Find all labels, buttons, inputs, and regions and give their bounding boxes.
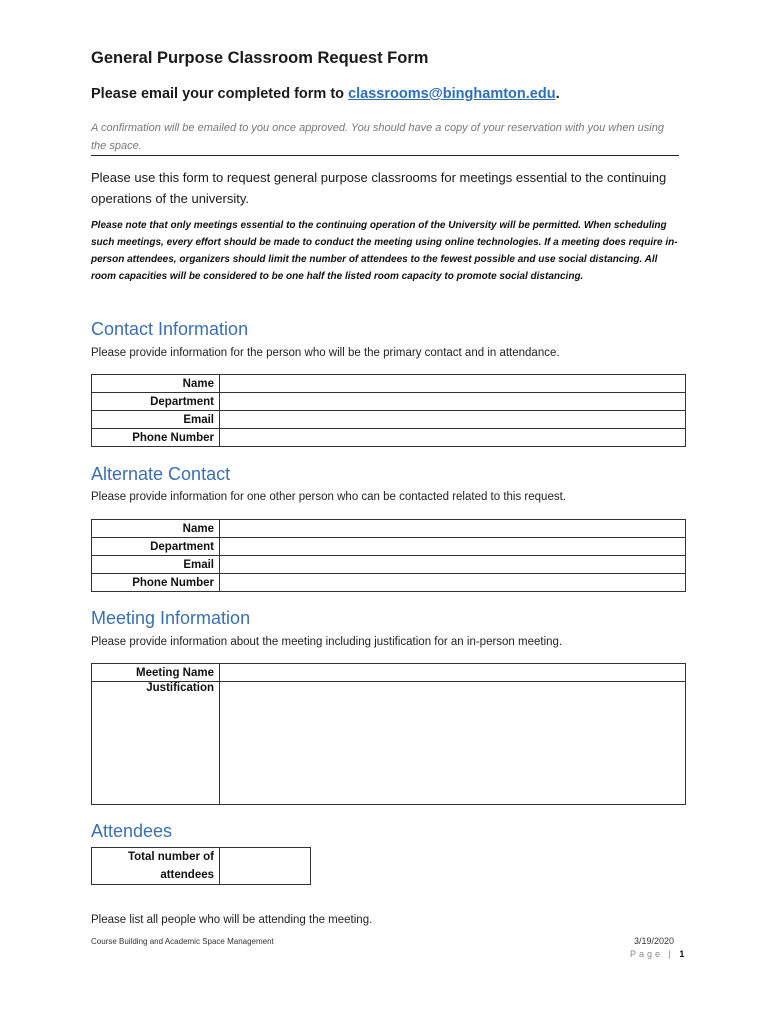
email-instruction: [91, 86, 560, 102]
contact-phone-field[interactable]: [220, 429, 686, 447]
attendees-table: [91, 847, 311, 885]
meeting-heading: Meeting Information: [91, 608, 251, 628]
footer-page: [630, 949, 684, 959]
email-link[interactable]: classrooms@binghamton.edu: [348, 86, 556, 102]
intro-text: Please use this form to request general purpose classrooms for meetings essential to the continuing operations of the university.: [91, 170, 667, 206]
attendees-heading: Attendees: [91, 821, 173, 841]
footer-date: 3/19/2020: [634, 936, 675, 946]
essential-meetings-note: Please note that only meetings essential to the continuing operation of the University will be permitted. When scheduling such meetings, every effort should be made to conduct the meeting using online technologies. If a meeting does require in-person attendees, organizers should limit the number of attendees to the fewest possible and use social distancing. All room capacities will be considered to be one half the listed room capacity to promote social distancing.: [91, 220, 678, 283]
alternate-name-label: Name: [92, 520, 220, 538]
attendee-list-prompt: Please list all people who will be attending the meeting.: [91, 914, 373, 926]
page-title: General Purpose Classroom Request Form: [91, 49, 429, 67]
alternate-department-label: Department: [92, 538, 220, 556]
footer-page-word: Page |: [630, 949, 680, 959]
justification-field[interactable]: [220, 682, 686, 805]
contact-name-label: Name: [92, 375, 220, 393]
contact-description: Please provide information for the person who will be the primary contact and in attendance.: [91, 347, 560, 359]
contact-email-label: Email: [92, 411, 220, 429]
contact-email-field[interactable]: [220, 411, 686, 429]
email-suffix: .: [555, 86, 560, 102]
meeting-name-label: Meeting Name: [92, 664, 220, 682]
footer-department: Course Building and Academic Space Management: [91, 937, 274, 946]
meeting-table: [91, 663, 686, 805]
meeting-name-field[interactable]: [220, 664, 686, 682]
alternate-phone-field[interactable]: [220, 574, 686, 592]
alternate-name-field[interactable]: [220, 520, 686, 538]
alternate-description: Please provide information for one other person who can be contacted related to this request.: [91, 491, 566, 503]
contact-name-field[interactable]: [220, 375, 686, 393]
contact-table: [91, 374, 686, 447]
contact-department-field[interactable]: [220, 393, 686, 411]
total-attendees-label: [92, 848, 220, 885]
email-prefix: Please email your completed form to: [91, 86, 349, 102]
contact-department-label: Department: [92, 393, 220, 411]
confirmation-note: A confirmation will be emailed to you once approved. You should have a copy of your reservation with you when using the space.: [91, 119, 679, 156]
alternate-table: [91, 519, 686, 592]
meeting-description: Please provide information about the meeting including justification for an in-person meeting.: [91, 636, 563, 648]
justification-label: Justification: [92, 682, 220, 805]
contact-phone-label: Phone Number: [92, 429, 220, 447]
alternate-email-label: Email: [92, 556, 220, 574]
total-attendees-label-line1: Total number of: [127, 851, 214, 863]
alternate-heading: Alternate Contact: [91, 464, 231, 484]
total-attendees-field[interactable]: [220, 848, 311, 885]
contact-heading: Contact Information: [91, 319, 249, 339]
total-attendees-label-line2: attendees: [160, 869, 214, 881]
alternate-phone-label: Phone Number: [92, 574, 220, 592]
alternate-department-field[interactable]: [220, 538, 686, 556]
alternate-email-field[interactable]: [220, 556, 686, 574]
footer-page-number: 1: [679, 949, 685, 959]
